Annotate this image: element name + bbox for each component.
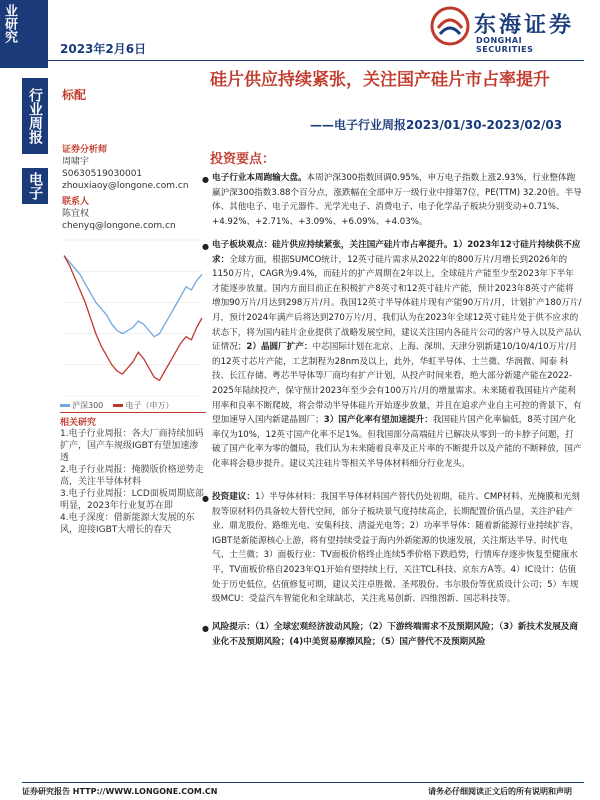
analyst-label: 证券分析师 (62, 145, 108, 155)
paragraph-body: （1）全球宏观经济波动风险；（2）下游终端需求不及预期风险；（3）新技术发展及商业化不及预期风险；(4)中美贸易摩擦风险；（5）国产替代不及预期风险 (212, 622, 578, 647)
contact-label: 联系人 (62, 197, 90, 207)
paragraph-body: 全球方面，根据SUMCO统计，12英寸硅片需求从2022年的800万片/月增长到2026年的1150万片，CAGR为9.4%，而硅片的扩产周期在2年以上，全球硅片产能至少至2023年下半年才能逐步放量。国内方面目前正在积极扩产8英寸和12英寸硅片产能，预计2023年8英寸产能将增加90万片/月达到298万片/月。我国12英寸半导体硅片现有产能90万片/月，计划扩产180万片/月，预计2024年满产后将达到270万片/月，我们认为在2023年全球12英寸硅片处于供不应求的状态下，将为国内硅片企业提供了战略发展空间，建议关注国内各硅片公司的客户导入以及产品认证情况； (212, 254, 582, 353)
paragraph-view (202, 238, 582, 472)
paragraph-advice (202, 490, 582, 607)
paragraph-lead: 3）国产化率有望加速提升： (323, 415, 433, 426)
legend-swatch-electronics (113, 404, 123, 407)
report-subtitle: ——电子行业周报2023/01/30-2023/02/03 (310, 118, 563, 132)
paragraph-body: 1）半导体材料：我国半导体材料国产替代仍处初期，硅片、CMP材料、光掩膜和光刻胶等原材料仍具备较大替代空间，部分子板块景气度持续高企，长期配置价值凸显，关注沪硅产业、鼎龙股份、路维光电、安集科技、清溢光电等；2）功率半导体：随着新能源行业持续扩容，IGBT是新能源核心上游，将有望持续受益于海内外新能源的快速发展，关注斯达半导、时代电气、士兰微；3）面板行业：TV面板价格终止连续5季价格下跌趋势，行情库存逐步恢复至健康水平，TV面板价格自2023年Q1开始有望持续上行，关注TCL科技、京东方A等。4）IC设计：估值处于历史低位，估值修复可期，建议关注卓胜微、圣邦股份、韦尔股份等优质设计公司；5）车规级MCU：受益汽车智能化和全球缺芯，关注兆易创新、四维图新、国芯科技等。 (212, 492, 580, 605)
bullet-icon: ● (202, 175, 209, 184)
paragraph-lead: 电子行业本周跑输大盘。 (212, 173, 307, 183)
related-item[interactable]: 2.电子行业周报：掩膜版价格逆势走高，关注半导体材料 (60, 465, 204, 487)
report-title: 硅片供应持续紧张，关注国产硅片市占率提升 (210, 70, 550, 90)
related-item[interactable]: 4.电子深度：借新能源大发展的东风，迎接IGBT大增长的春天 (60, 513, 195, 535)
company-logo (430, 4, 580, 54)
paragraph-risk (202, 620, 582, 649)
legend-label-electronics: 电子（申万） (125, 401, 174, 410)
header-band (0, 0, 48, 68)
legend-swatch-hs300 (60, 404, 70, 407)
bullet-icon: ● (202, 242, 209, 251)
paragraph-lead: 2）晶圆厂扩产： (246, 342, 313, 353)
paragraph-lead: 投资建议： (212, 492, 255, 502)
analyst-block (62, 140, 202, 232)
report-type-tab: 行业周报 (22, 78, 48, 154)
bullet-icon: ● (202, 624, 209, 633)
bullet-icon: ● (202, 494, 209, 503)
footer-divider (22, 782, 584, 783)
footer-website[interactable]: 证券研究报告 HTTP://WWW.LONGONE.COM.CN (22, 787, 218, 796)
header-divider (48, 60, 584, 61)
analyst-name: 周啸宇 (62, 157, 90, 167)
legend-label-hs300: 沪深300 (72, 401, 104, 410)
report-date: 2023年2月6日 (60, 42, 147, 56)
analyst-email[interactable]: zhouxiaoy@longone.com.cn (62, 181, 189, 191)
performance-chart (60, 232, 206, 406)
paragraph-body: 我国硅片国产化率偏低，8英寸国产化率仅为10%，12英寸国产化率不足1%。但我国部分高端硅片已解决从零到一的卡脖子问题，打破了国产化率为零的僵局，我们认为未来随着良率及正片率的不断提升以及产能的不断释放，国产化率将会稳步提升。建议关注硅片等相关半导体材料细分行业龙头。 (212, 415, 582, 469)
related-item[interactable]: 3.电子行业周报：LCD面板周期底部明显，2023年行业复苏在即 (60, 489, 204, 511)
paragraph-lead: 风险提示： (212, 622, 255, 632)
logo-mark-icon (430, 6, 470, 46)
investment-summary-heading: 投资要点： (210, 152, 276, 167)
analyst-id: S0630519030001 (62, 169, 143, 179)
logo-text-cn: 东海证券 (474, 13, 575, 38)
footer-disclaimer: 请务必仔细阅读正文后的所有说明和声明 (428, 787, 572, 796)
related-item[interactable]: 1.电子行业周报：各大厂商持续加码扩产，国产车规级IGBT有望加速渗透 (60, 429, 204, 463)
paragraph-body: 本周沪深300指数回调0.95%，申万电子指数上涨2.93%，行业整体跑赢沪深300指数3.88个百分点，涨跌幅在全部申万一级行业中排第7位，PE(TTM) 32.20倍。半导体、其他电子、电子元器件、光学光电子、消费电子、电子化学品子板块分别变动+0.71%、+4.92%、+2.71%、+3.09%、+6.09%、+4.03%。 (212, 173, 582, 227)
logo-text-en: DONGHAI SECURITIES (476, 36, 534, 54)
paragraph-body: 中芯国际计划在北京、上海、深圳、天津分别新建10/10/4/10万片/月的12英寸芯片产能，工艺制程为28nm及以上，此外，华虹半导体、士兰微、华润微、闻泰 科技、长江存储、粤芯半导体等厂商均有扩产计划，从投产时间来看，绝大部分新建产能在2022-2025年陆续投产，保守预计2023年至少会有100万片/月的增量需求。未来随着我国硅片产能利用率和良率不断爬坡，将会带动半导体硅片开始逐步放量，并且在追求产业自主可控的背景下，有望加速导入国内新建晶圆厂； (212, 342, 582, 426)
contact-name: 陈宜权 (62, 209, 90, 219)
related-research-title: 相关研究 (60, 418, 97, 428)
rating-label: 标配 (62, 88, 87, 102)
related-research (60, 412, 206, 536)
paragraph-lead: 电子板块观点：硅片供应持续紧张，关注国产硅片市占率提升。1）2023年12寸硅片持续供不应求： (212, 240, 581, 265)
chart-legend (60, 400, 206, 411)
paragraph-market (202, 171, 582, 229)
header-band-text: 业研究 (2, 4, 17, 43)
contact-email[interactable]: chenyq@longone.com.cn (62, 221, 176, 231)
sector-tab: 电子 (22, 168, 48, 204)
